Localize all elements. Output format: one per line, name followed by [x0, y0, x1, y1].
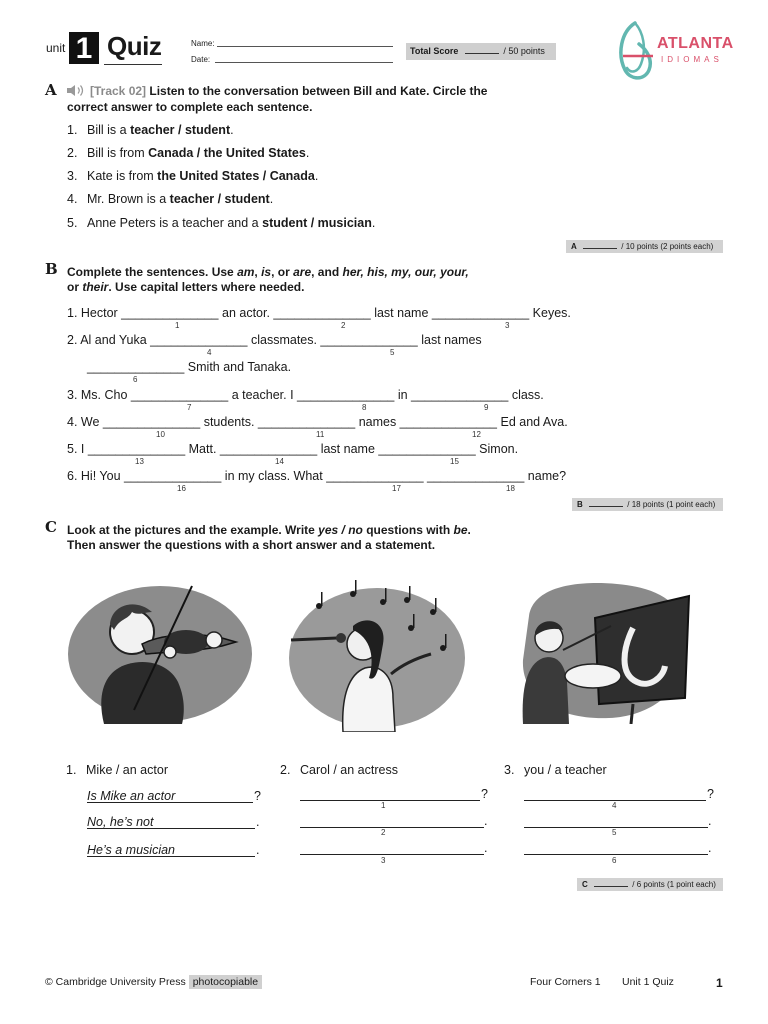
blank-number: 7: [187, 403, 192, 412]
answer-blank-1[interactable]: [300, 800, 480, 801]
blank-number: 5: [612, 828, 617, 837]
blank-number: 4: [612, 801, 617, 810]
section-a-item-1: 1. Bill is a teacher / student.: [67, 123, 234, 137]
section-a-instruction-line-2: correct answer to complete each sentence.: [67, 100, 313, 114]
section-a-instruction-text-1: Listen to the conversation between Bill and Kate. Circle the: [149, 84, 488, 98]
total-score-points: / 50 points: [503, 46, 545, 56]
period-mark: .: [256, 815, 260, 829]
section-a-instruction-line-1: [90, 83, 487, 99]
section-a-score-blank[interactable]: [583, 243, 617, 249]
logo-wordmark: ATLANTA: [657, 35, 734, 52]
section-c-prompt-2: 2. Carol / an actress: [280, 763, 398, 777]
blank-number: 14: [275, 457, 284, 466]
example-question-line: [87, 802, 253, 803]
section-a-points: A / 10 points (2 points each): [566, 240, 723, 253]
section-b-line-2-cont[interactable]: ______________ Smith and Tanaka.: [87, 360, 292, 374]
blank-number: 3: [381, 856, 386, 865]
total-score-box: [406, 43, 556, 60]
period-mark: .: [256, 843, 260, 857]
photocopiable-badge: photocopiable: [189, 975, 262, 989]
question-mark: ?: [481, 787, 488, 801]
section-b-line-6[interactable]: 6. Hi! You ______________ in my class. What ______________ ______________ name?: [67, 469, 567, 483]
question-mark: ?: [707, 787, 714, 801]
blank-number: 9: [484, 403, 489, 412]
section-b-score-blank[interactable]: [589, 501, 623, 507]
section-a-item-3: 3. Kate is from the United States / Canada.: [67, 169, 319, 183]
painter-illustration: [513, 578, 693, 724]
period-mark: .: [484, 841, 488, 855]
section-c-points: C / 6 points (1 point each): [577, 878, 723, 891]
question-mark: ?: [254, 789, 261, 803]
section-b-instruction-line-1: Complete the sentences. Use am, is, or are, and her, his, my, our, your,: [67, 265, 469, 279]
violinist-illustration: [66, 582, 254, 724]
track-label: [Track 02]: [90, 84, 147, 98]
section-b-line-3[interactable]: 3. Ms. Cho ______________ a teacher. I ______________ in ______________ class.: [67, 388, 544, 402]
period-mark: .: [708, 814, 712, 828]
section-c-instruction-line-2: Then answer the questions with a short answer and a statement.: [67, 538, 436, 552]
blank-number: 11: [316, 430, 325, 439]
singer-illustration: [283, 578, 469, 732]
section-c-prompt-1: 1. Mike / an actor: [66, 763, 168, 777]
logo-subtitle: IDIOMAS: [661, 55, 723, 64]
blank-number: 15: [450, 457, 459, 466]
footer-book: Four Corners 1: [530, 976, 601, 988]
blank-number: 3: [505, 321, 510, 330]
section-b-instruction-line-2: or their. Use capital letters where needed.: [67, 280, 305, 294]
answer-choice[interactable]: teacher / student: [130, 123, 231, 137]
blank-number: 18: [506, 484, 515, 493]
unit-number: 1: [69, 32, 99, 64]
example-statement: He’s a musician: [87, 843, 176, 857]
answer-blank-3[interactable]: [300, 854, 484, 855]
blank-number: 5: [390, 348, 395, 357]
page-number: 1: [716, 976, 723, 990]
answer-choice[interactable]: student / musician: [262, 216, 372, 230]
period-mark: .: [484, 814, 488, 828]
blank-number: 17: [392, 484, 401, 493]
section-c-score-blank[interactable]: [594, 881, 628, 887]
name-label: Name:: [191, 39, 215, 48]
section-c-instruction-line-1: Look at the pictures and the example. Write yes / no questions with be.: [67, 523, 471, 537]
blank-number: 4: [207, 348, 212, 357]
section-b-line-5[interactable]: 5. I ______________ Matt. ______________ last name ______________ Simon.: [67, 442, 519, 456]
title-rule: [104, 64, 162, 65]
atlanta-logo-icon: [613, 20, 659, 82]
total-score-label: Total Score: [410, 46, 459, 56]
answer-blank-6[interactable]: [524, 854, 708, 855]
section-c-letter: C: [45, 518, 57, 536]
blank-number: 6: [612, 856, 617, 865]
example-short-answer: No, he’s not: [87, 815, 154, 829]
period-mark: .: [708, 841, 712, 855]
blank-number: 8: [362, 403, 367, 412]
section-b-points: B / 18 points (1 point each): [572, 498, 723, 511]
example-question: Is Mike an actor: [87, 789, 176, 803]
section-a-item-5: 5. Anne Peters is a teacher and a student / musician.: [67, 216, 376, 230]
answer-blank-2[interactable]: [300, 827, 484, 828]
footer-quiz: Unit 1 Quiz: [622, 976, 674, 988]
section-b-line-4[interactable]: 4. We ______________ students. ______________ names ______________ Ed and Ava.: [67, 415, 568, 429]
blank-number: 2: [341, 321, 346, 330]
blank-number: 16: [177, 484, 186, 493]
total-score-blank[interactable]: [465, 47, 499, 54]
section-b-line-1[interactable]: 1. Hector ______________ an actor. ______________ last name ______________ Keyes.: [67, 306, 571, 320]
blank-number: 10: [156, 430, 165, 439]
answer-choice[interactable]: teacher / student: [169, 192, 270, 206]
example-statement-line: [87, 856, 255, 857]
section-a-item-2: 2. Bill is from Canada / the United States.: [67, 146, 310, 160]
footer-copyright: © Cambridge University Press photocopiable: [45, 976, 262, 988]
name-field[interactable]: [217, 46, 393, 47]
section-a-letter: A: [45, 81, 57, 99]
unit-label: unit: [46, 41, 66, 55]
audio-speaker-icon[interactable]: [66, 84, 86, 97]
blank-number: 1: [381, 801, 386, 810]
answer-choice[interactable]: the United States / Canada: [157, 169, 315, 183]
section-b-line-2[interactable]: 2. Al and Yuka ______________ classmates. ______________ last names: [67, 333, 482, 347]
blank-number: 12: [472, 430, 481, 439]
blank-number: 6: [133, 375, 138, 384]
blank-number: 1: [175, 321, 180, 330]
date-field[interactable]: [215, 62, 393, 63]
answer-choice[interactable]: Canada / the United States: [148, 146, 306, 160]
blank-number: 2: [381, 828, 386, 837]
example-short-line: [87, 828, 255, 829]
date-label: Date:: [191, 55, 211, 64]
section-b-letter: B: [45, 260, 58, 278]
blank-number: 13: [135, 457, 144, 466]
section-a-item-4: 4. Mr. Brown is a teacher / student.: [67, 192, 274, 206]
page-title: Quiz: [107, 31, 162, 61]
section-c-prompt-3: 3. you / a teacher: [504, 763, 607, 777]
